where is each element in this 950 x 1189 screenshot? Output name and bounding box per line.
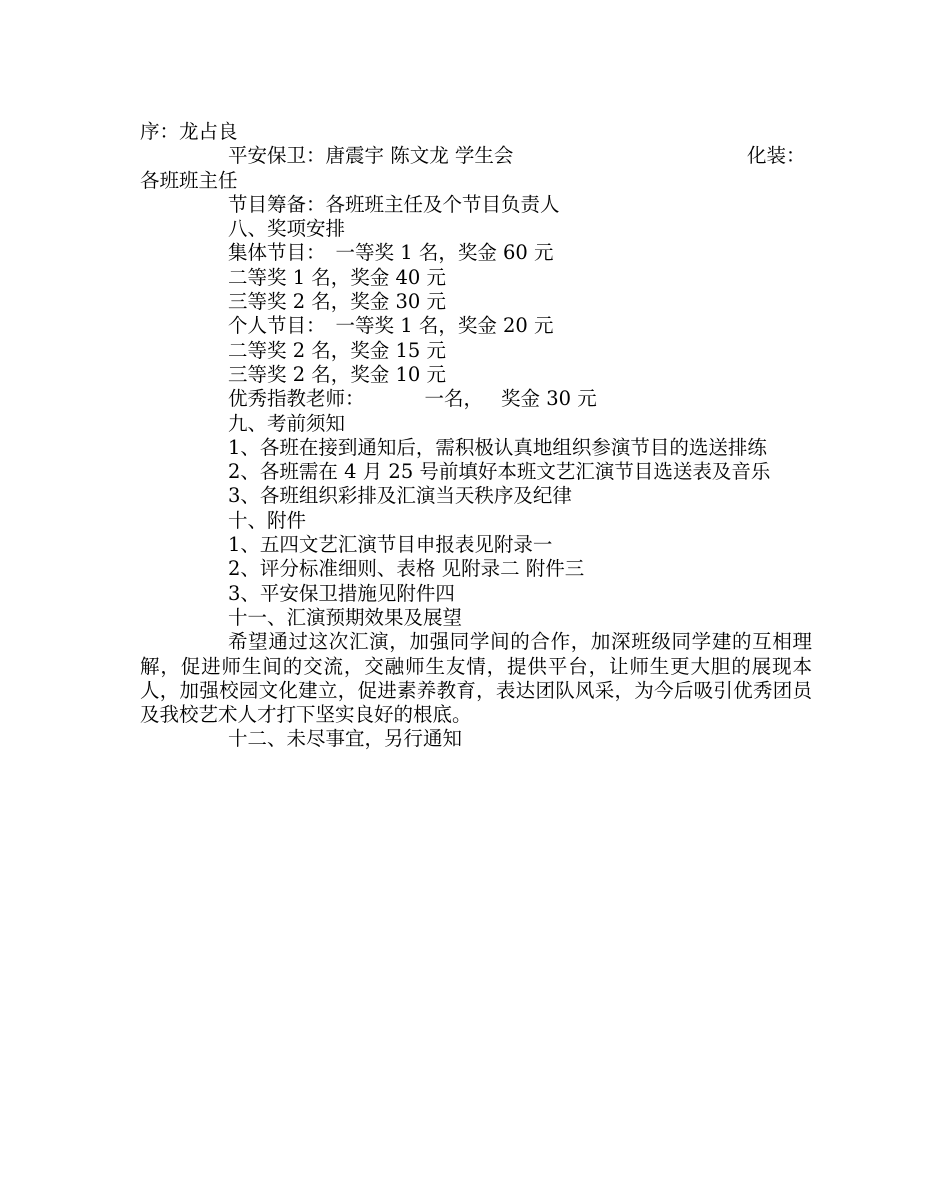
note-item-2: 2、各班需在 4 月 25 号前填好本班文艺汇演节目选送表及音乐	[228, 460, 771, 484]
text-line-order: 序：龙占良	[140, 120, 238, 143]
expectations-paragraph: 希望通过这次汇演，加强同学间的合作，加深班级同学建的互相理解，促进师生间的交流，交融师生友情，提供平台，让师生更大胆的展现本人，加强校园文化建立，促进素养教育，表达团队风采，为今后吸引优秀团员及我校艺术人才打下坚实良好的根底。	[140, 630, 812, 727]
section-heading-attachments: 十、附件	[228, 508, 307, 532]
award-teacher	[140, 387, 812, 411]
attachment-item-3: 3、平安保卫措施见附件四	[228, 581, 455, 605]
section-heading-awards: 八、奖项安排	[228, 217, 346, 241]
section-heading-misc: 十二、未尽事宜，另行通知	[228, 727, 463, 751]
attachment-item-1: 1、五四文艺汇演节目申报表见附录一	[228, 533, 553, 557]
award-group-second-prize: 二等奖 1 名，奖金 40 元	[228, 265, 447, 289]
award-teacher-label: 优秀指教老师：	[228, 387, 365, 411]
document-body	[140, 120, 812, 752]
award-teacher-prize: 奖金 30 元	[501, 387, 597, 411]
award-individual-third-prize: 三等奖 2 名，奖金 10 元	[228, 362, 447, 386]
section-heading-notes: 九、考前须知	[228, 411, 346, 435]
attachment-item-2: 2、评分标准细则、表格 见附录二 附件三	[228, 557, 585, 581]
security-text: 平安保卫：唐震宇 陈文龙 学生会	[228, 144, 514, 168]
award-group-label: 集体节目：	[228, 241, 326, 265]
section-heading-expectations: 十一、汇演预期效果及展望	[228, 605, 463, 629]
award-individual-first	[140, 314, 812, 338]
note-item-1: 1、各班在接到通知后，需积极认真地组织参演节目的选送排练	[228, 435, 767, 459]
award-individual-label: 个人节目：	[228, 314, 326, 338]
award-individual-second-prize: 二等奖 2 名，奖金 15 元	[228, 338, 447, 362]
text-line-class-teachers: 各班班主任	[140, 168, 238, 192]
award-group-third-prize: 三等奖 2 名，奖金 30 元	[228, 290, 447, 314]
award-group-first	[140, 241, 812, 265]
text-line-program-prep: 节目筹备：各班班主任及个节目负责人	[228, 192, 560, 216]
makeup-label: 化装：	[747, 144, 806, 168]
award-teacher-count: 一名，	[424, 387, 484, 411]
award-individual-first-prize: 一等奖 1 名，奖金 20 元	[335, 314, 554, 338]
note-item-3: 3、各班组织彩排及汇演当天秩序及纪律	[228, 484, 572, 508]
award-group-first-prize: 一等奖 1 名，奖金 60 元	[335, 241, 554, 265]
text-line-security	[140, 144, 812, 168]
